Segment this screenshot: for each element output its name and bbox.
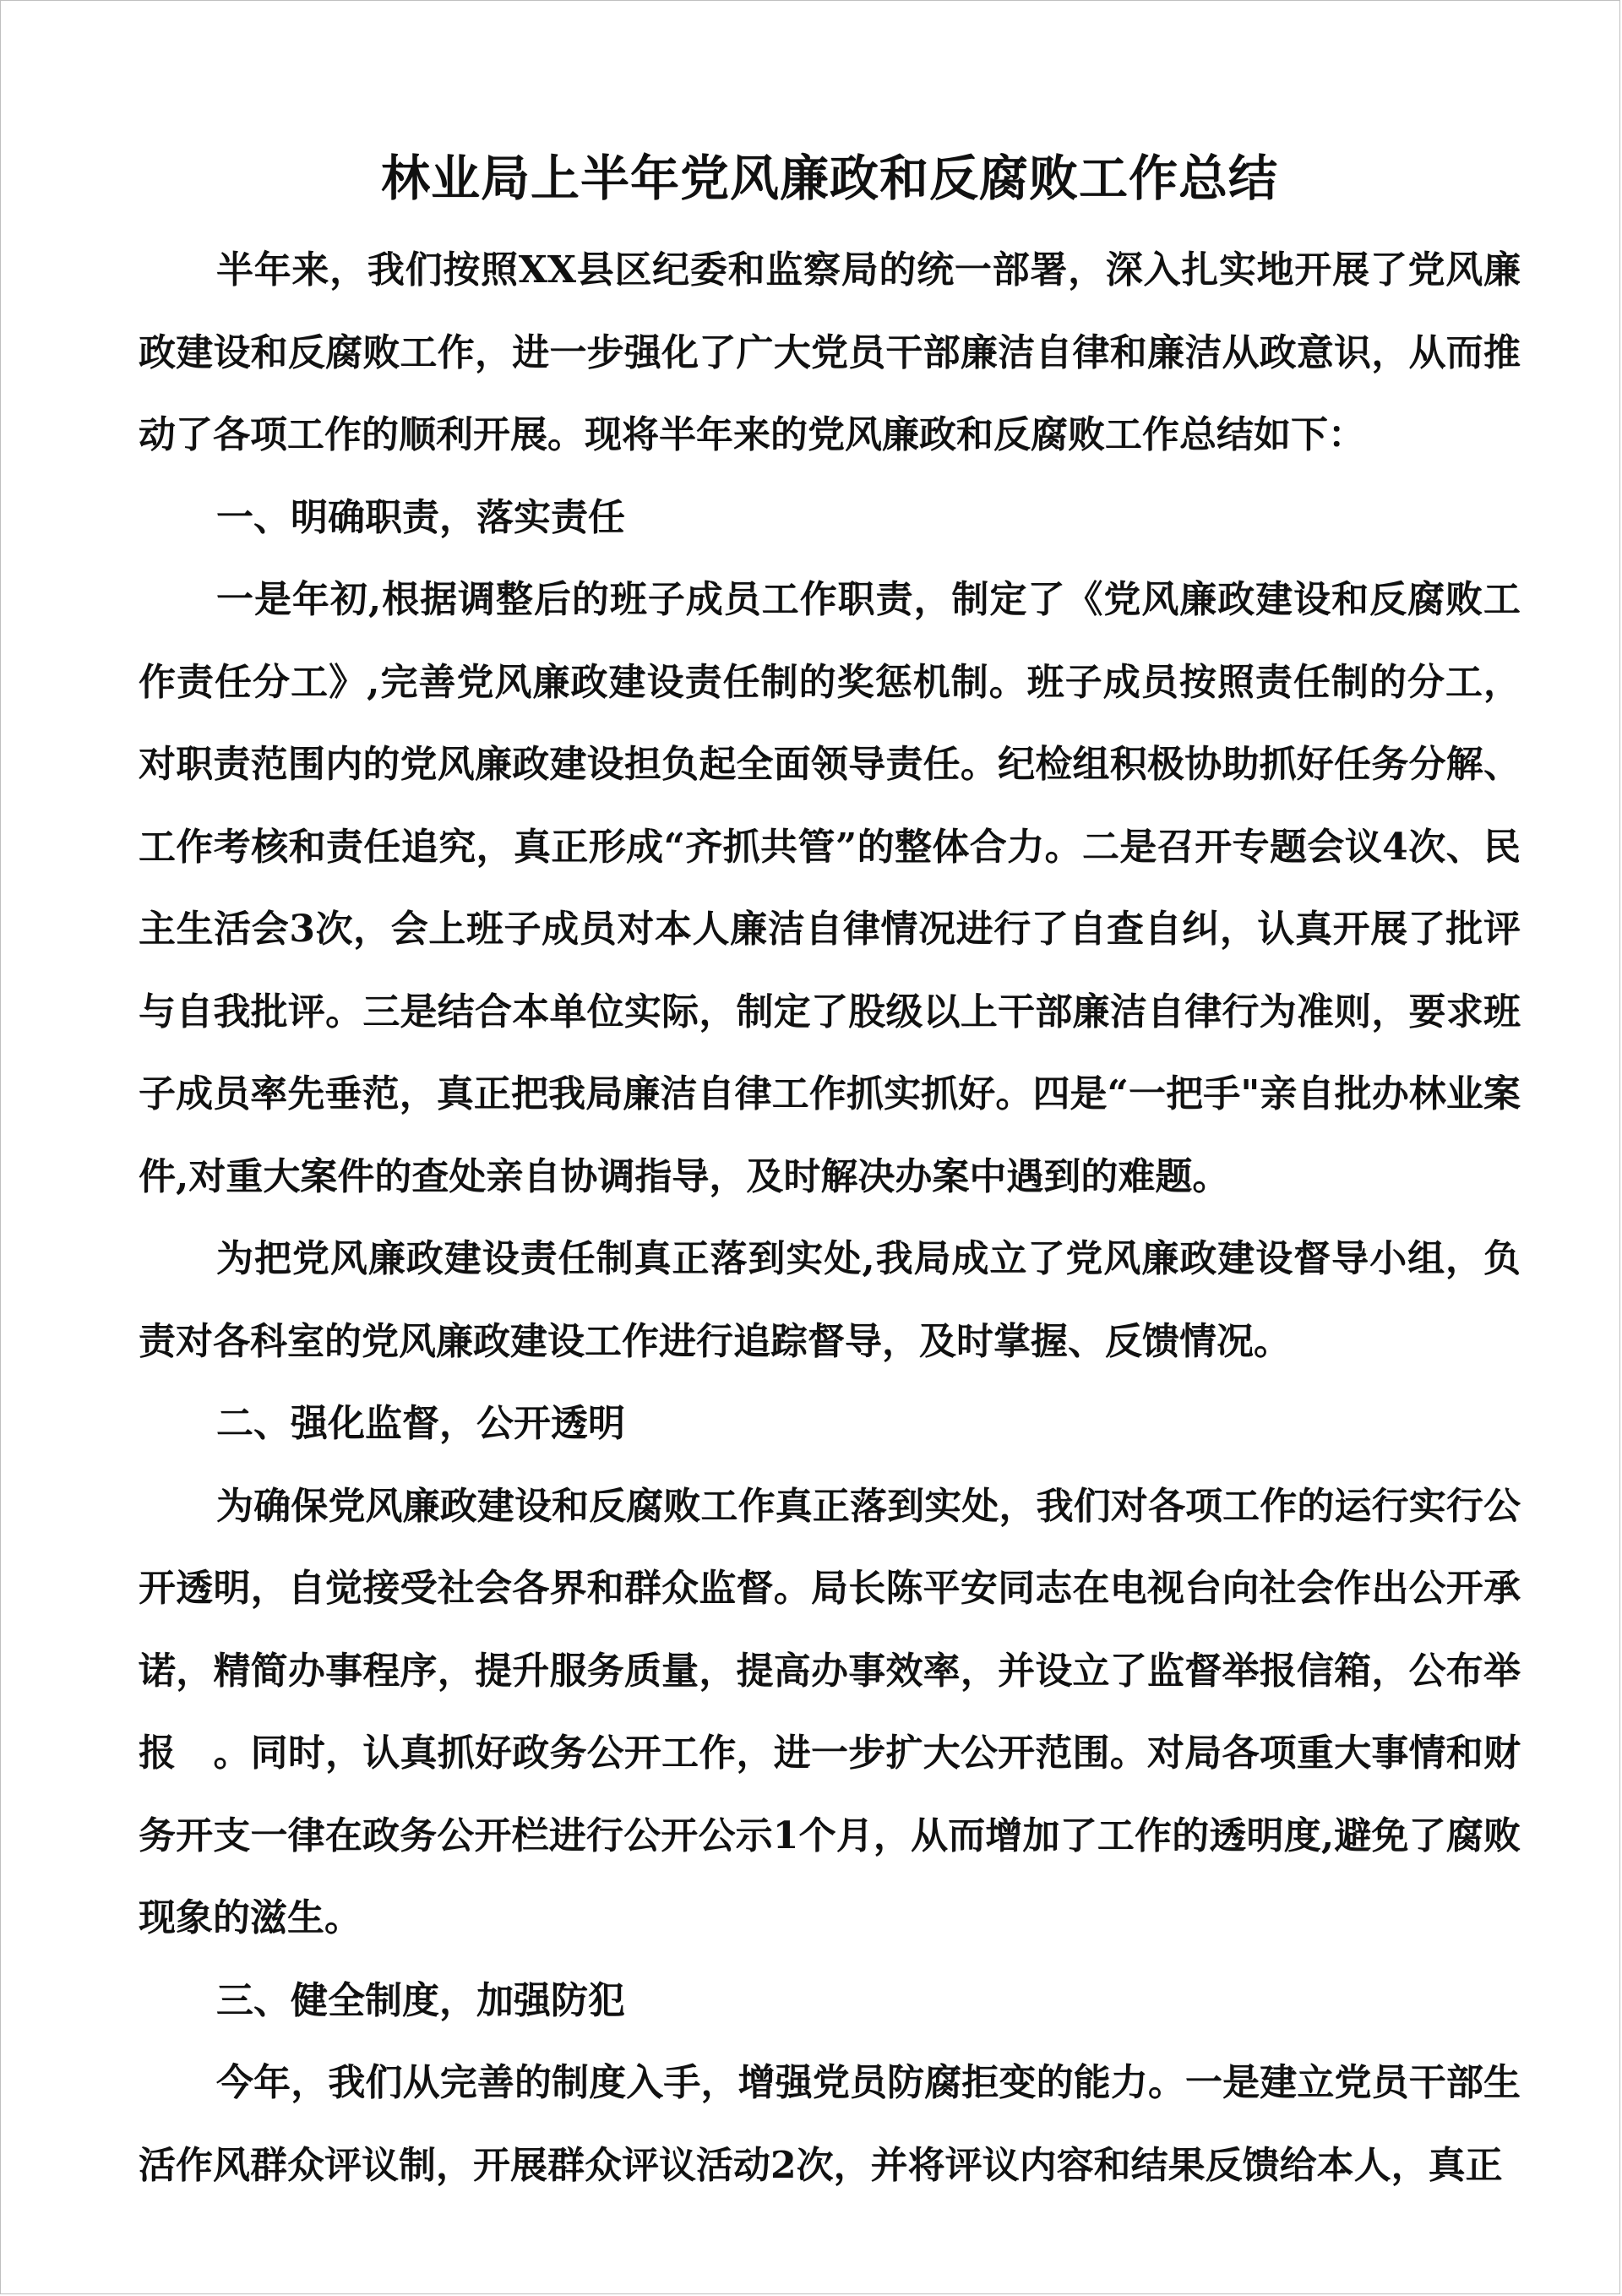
intro-paragraph: 半年来，我们按照XX县区纪委和监察局的统一部署，深入扎实地开展了党风廉政建设和反腐败工作，进一步强化了广大党员干部廉洁自律和廉洁从政意识，从而推动了各项工作的顺利开展。现将半年来的党风廉政和反腐败工作总结如下： <box>139 248 1521 456</box>
oversight-paragraph: 为确保党风廉政建设和反腐败工作真正落到实处，我们对各项工作的运行实行公开透明，自觉接受社会各界和群众监督。局长陈平安同志在电视台向社会作出公开承诺，精简办事程序，提升服务质量，提高办事效率，并设立了监督举报信箱，公布举报 。同时，认真抓好政务公开工作，进一步扩大公开范围。对局各项重大事情和财务开支一律在政务公开栏进行公开公示1个月，从而增加了工作的透明度,避免了腐败现象的滋生。 <box>139 1484 1521 1939</box>
section-heading-responsibility: 一、明确职责，落实责任 <box>216 495 625 539</box>
section-heading-oversight: 二、强化监督，公开透明 <box>216 1402 625 1445</box>
section-heading-institutions: 三、健全制度，加强防犯 <box>216 1978 625 2022</box>
document-body <box>139 128 1521 2206</box>
responsibility-paragraph: 一是年初,根据调整后的班子成员工作职责，制定了《党风廉政建设和反腐败工作责任分工》,完善党风廉政建设责任制的奖惩机制。班子成员按照责任制的分工，对职责范围内的党风廉政建设担负起全面领导责任。纪检组积极协助抓好任务分解、工作考核和责任追究，真正形成“齐抓共管”的整体合力。二是召开专题会议4次、民主生活会3次，会上班子成员对本人廉洁自律情况进行了自查自纠，认真开展了批评与自我批评。三是结合本单位实际，制定了股级以上干部廉洁自律行为准则，要求班子成员率先垂范，真正把我局廉洁自律工作抓实抓好。四是“一把手"亲自批办林业案件,对重大案件的查处亲自协调指导，及时解决办案中遇到的难题。 <box>139 578 1521 1198</box>
document-title: 林业局上半年党风廉政和反腐败工作总结 <box>380 150 1278 207</box>
supervision-team-paragraph: 为把党风廉政建设责任制真正落到实处,我局成立了党风廉政建设督导小组，负责对各科室的党风廉政建设工作进行追踪督导，及时掌握、反馈情况。 <box>139 1237 1521 1363</box>
institutions-paragraph: 今年，我们从完善的制度入手，增强党员防腐拒变的能力。一是建立党员干部生活作风群众评议制，开展群众评议活动2次，并将评议内容和结果反馈给本人，真正 <box>139 2061 1521 2187</box>
